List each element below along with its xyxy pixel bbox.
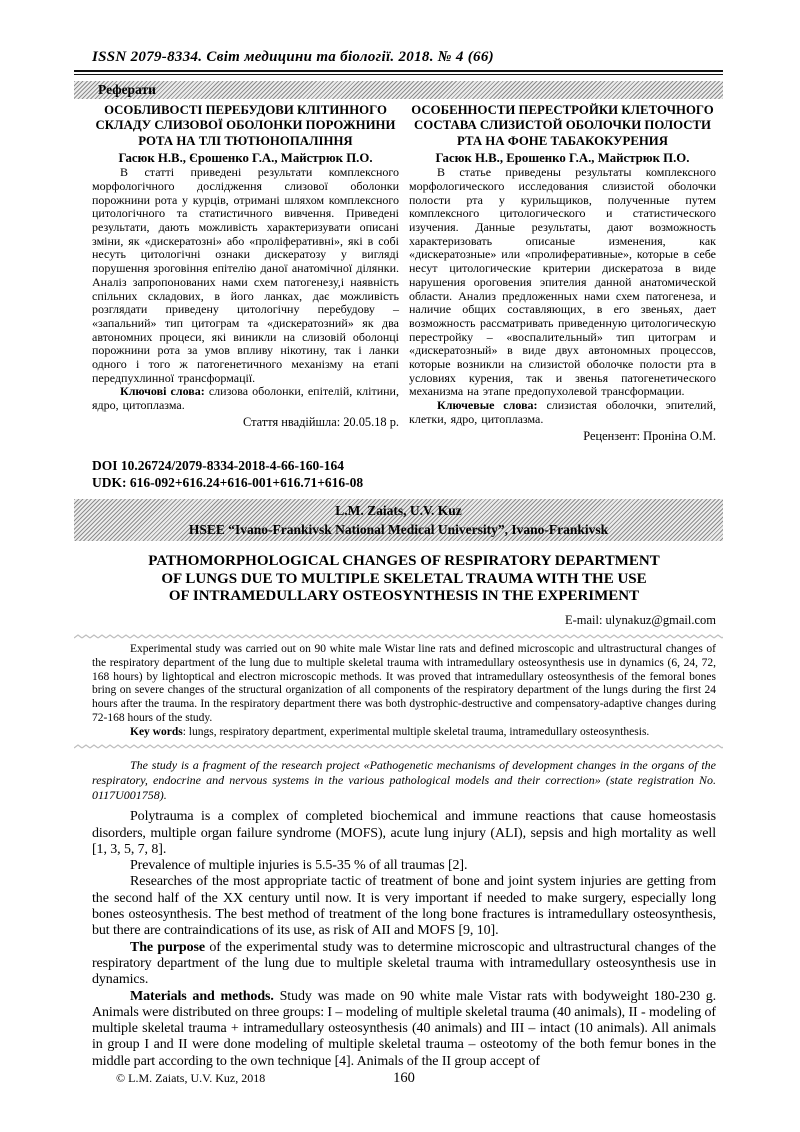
header-rule-thick bbox=[74, 70, 723, 72]
doi-block bbox=[92, 457, 716, 491]
keywords-label: Ключові слова: bbox=[120, 384, 205, 399]
banner-affiliation: HSEE “Ivano-Frankivsk National Medical University”, Ivano-Frankivsk bbox=[188, 522, 609, 538]
paragraph-lead: Materials and methods. bbox=[130, 988, 274, 1004]
article-title-line: OF LUNGS DUE TO MULTIPLE SKELETAL TRAUMA WITH THE USE bbox=[161, 570, 647, 587]
issn-header: ISSN 2079-8334. Світ медицини та біології. 2018. № 4 (66) bbox=[92, 49, 494, 65]
header-rule-thin bbox=[74, 74, 723, 75]
abstract-ru-title: ОСОБЕННОСТИ ПЕРЕСТРОЙКИ КЛЕТОЧНОГО СОСТАВА СЛИЗИСТОЙ ОБОЛОЧКИ ПОЛОСТИ РТА НА ФОНЕ ТАБАКОКУРЕНИЯ bbox=[411, 102, 714, 148]
keywords-label: Key words bbox=[130, 726, 183, 739]
body-paragraph: Prevalence of multiple injuries is 5.5-35 % of all traumas [2]. bbox=[130, 858, 468, 874]
article-keywords bbox=[92, 726, 716, 740]
keywords-text: : lungs, respiratory department, experimental multiple skeletal trauma, intramedullary osteosynthesis. bbox=[182, 726, 650, 739]
article-title bbox=[92, 553, 716, 605]
abstracts-section bbox=[92, 103, 716, 444]
keywords-label: Ключевые слова: bbox=[437, 398, 538, 413]
abstract-ru-authors: Гасюк Н.В., Ерошенко Г.А., Майстрюк П.О. bbox=[435, 151, 690, 166]
keywords-text: слизистая оболочки, эпителий, клетки, ядро, цитоплазма. bbox=[409, 398, 716, 426]
abstract-ua bbox=[92, 103, 399, 444]
reviewer-note: Рецензент: Проніна О.М. bbox=[583, 428, 716, 443]
authors-banner bbox=[74, 499, 723, 541]
received-note: Стаття нвадійшла: 20.05.18 р. bbox=[242, 414, 399, 429]
paragraph-lead: The purpose bbox=[130, 939, 205, 955]
article-title-line: PATHOMORPHOLOGICAL CHANGES OF RESPIRATORY DEPARTMENT bbox=[148, 553, 660, 570]
abstract-ua-authors: Гасюк Н.В., Єрошенко Г.А., Майстрюк П.О. bbox=[118, 151, 373, 166]
paragraph-text: Study was made on 90 white male Vistar rats with bodyweight 180-230 g. Animals were distributed on three groups: I – modeling of multiple skeletal trauma (40 animals), II - modeling of multiple skeletal trauma + intramedullary osteosynthesis (40 animals) and III – intact (10 animals). All animals in group I and II were done modeling of multiple skeletal trauma – osteotomy of the both femur bones in the middle part according to the own technique [4]. Animals of the II group accept of bbox=[92, 988, 717, 1069]
page-footer bbox=[92, 1070, 716, 1086]
article-abstract: Experimental study was carried out on 90 white male Wistar line rats and defined microscopic and ultrastructural changes of the respiratory department of the lung due to multiple skeletal trauma with intramedullary osteosynthesis use in dynamics (6, 24, 72, 168 hours) by lightoptical and electron microscopic methods. It was proved that intramedullary osteosynthesis of the femoral bones bring on severe changes of the structural organization of all components of the respiratory department of the lungs during the first 24 hours after the trauma. In the respiratory department there was both dystrophic-destructive and compensatory-adaptive changes during 72-168 hours of the study. bbox=[92, 642, 716, 725]
body-paragraph bbox=[92, 989, 716, 1070]
copyright-note: © L.M. Zaiats, U.V. Kuz, 2018 bbox=[116, 1071, 266, 1086]
body-paragraph: Researches of the most appropriate tactic of treatment of bone and joint system injuries are getting from the second half of the XX century until now. It is very important if needed to make surgery, especially long bones osteosynthesis. The best method of treatment of the long bone fractures is intramedullary osteosynthesis, but there are contraindications of its use, as risk of AII and MOFS [9, 10]. bbox=[92, 874, 716, 939]
abstract-ru-keywords bbox=[409, 399, 716, 426]
article-title-line: OF INTRAMEDULLARY OSTEOSYNTHESIS IN THE EXPERIMENT bbox=[168, 588, 640, 605]
zigzag-divider-top bbox=[74, 633, 723, 639]
body-paragraph bbox=[92, 940, 716, 989]
email-line: E-mail: ulynakuz@gmail.com bbox=[564, 613, 716, 628]
udk-line: UDK: 616-092+616.24+616-001+616.71+616-08 bbox=[92, 475, 364, 491]
body-paragraph: Polytrauma is a complex of completed biochemical and immune reactions that cause homeostasis disorders, multiple organ failure syndrome (MOFS), acute lung injury (ALI), sepsis and high mortality as well [1, 3, 5, 7, 8]. bbox=[92, 809, 716, 857]
referaty-label: Реферати bbox=[98, 81, 156, 97]
abstract-ua-keywords bbox=[92, 385, 399, 412]
banner-authors: L.M. Zaiats, U.V. Kuz bbox=[335, 503, 462, 519]
paragraph-text: of the experimental study was to determine microscopic and ultrastructural changes of the respiratory department of the lung due to multiple skeletal trauma with intramedullary osteosynthesis use in dynamics. bbox=[92, 939, 716, 988]
referaty-section-bar bbox=[74, 81, 723, 99]
abstract-ua-body: В статті приведені результати комплексного морфологічного дослідження слизової оболонки порожнини рота у курців, отримані шляхом комплексного цитологічного та статистичного вивчення. Приведені результати, дають можливість характеризувати описані зміни, як «дискератозні» або «проліферативні», які в собі несуть цитологічні ознаки дискератозу у вигляді порушення зроговіння епітелію даної анатомічної ділянки. Аналіз запропонованих нами схем патогенезу,і наявність спільних складових, в його ланках, дає можливість розглядати приведену цитологічну перебудову – «запальний» тип цитограм та «дискератозний» як два автономних процеси, які виникли на слизовій оболонці порожнини рота за умов впливу нікотину, так і ланки одного і того ж патогенетичного механізму на етапі передпухлинної трансформації. bbox=[92, 165, 399, 385]
page-number: 160 bbox=[393, 1070, 415, 1087]
doi-line: DOI 10.26724/2079-8334-2018-4-66-160-164 bbox=[92, 458, 344, 474]
abstract-ua-title: ОСОБЛИВОСТІ ПЕРЕБУДОВИ КЛІТИННОГО СКЛАДУ СЛИЗОВОЇ ОБОЛОНКИ ПОРОЖНИНИ РОТА НА ТЛІ ТЮТЮНОПАЛІННЯ bbox=[95, 102, 396, 148]
zigzag-divider-bottom bbox=[74, 743, 723, 749]
keywords-text: слизова оболонки, епітелій, клітини, ядро, цитоплазма. bbox=[92, 384, 399, 413]
abstract-ru-body: В статье приведены результаты комплексного морфологического исследования слизистой оболочки полости рта у курильщиков, полученные путем комплексного цитологического и статистического изучения. Данные результаты, дают возможность характеризовать описаные изменения, как «дискератозные» или «пролиферативные», которые в себе несут цитологические критерии дискератоза в виде нарушения ороговения эпителия данной анатомической области. Анализ предложенных нами схем патогенеза, и наличие общих составляющих, в его звеньях, дает возможность рассматривать приведенную цитологическую перестройку – «воспалительный» тип цитограм и «дискератозный» в виде двух автономных процессов, которые возникли на слизистой оболочке полости рта в условиях курения, так и звенья патогенетического механизма на этапе предопухолевой трансформации. bbox=[409, 165, 716, 399]
fragment-note: The study is a fragment of the research project «Pathogenetic mechanisms of development changes in the organs of the respiratory, endocrine and nervous systems in the various pathological models and their correction» (state registration No. 0117U001758). bbox=[92, 758, 716, 803]
abstract-ru bbox=[409, 103, 716, 444]
